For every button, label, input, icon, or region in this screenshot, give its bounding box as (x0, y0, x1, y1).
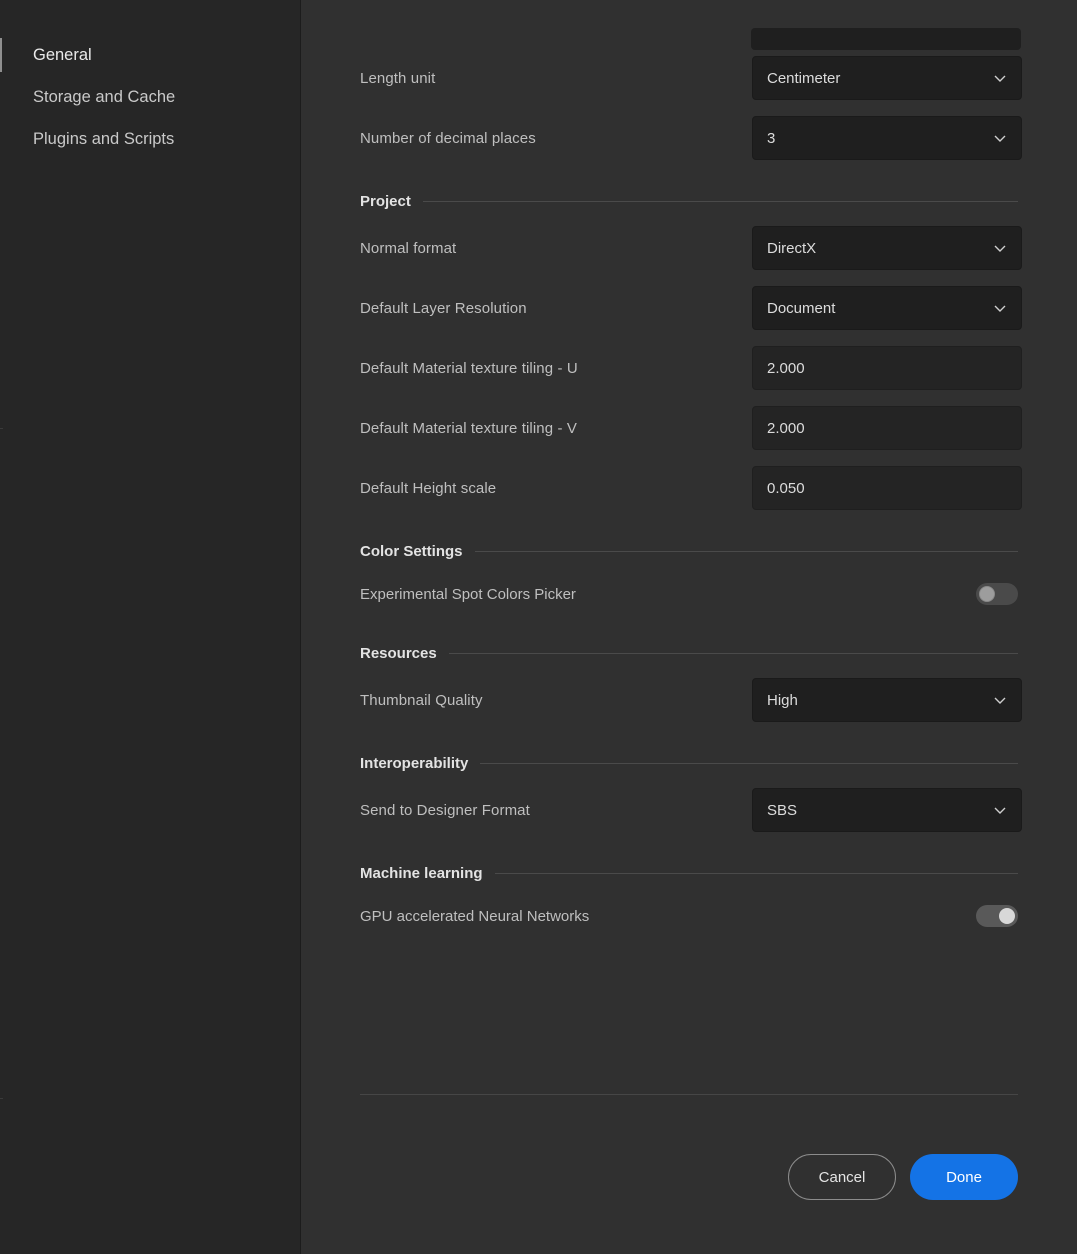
dropdown-length-unit[interactable] (752, 56, 1022, 100)
section-title-resources: Resources (360, 644, 437, 662)
dropdown-value: Centimeter (767, 69, 841, 87)
row-experimental-spot-colors-picker (301, 568, 1077, 620)
row-default-layer-resolution (301, 278, 1077, 338)
label-default-layer-resolution: Default Layer Resolution (360, 299, 527, 317)
section-interoperability (301, 748, 1077, 778)
chevron-down-icon (993, 241, 1007, 255)
section-divider (495, 873, 1018, 874)
input-default-height-scale[interactable] (752, 466, 1022, 510)
section-project (301, 186, 1077, 216)
chevron-down-icon (993, 301, 1007, 315)
sidebar-divider-bottom (0, 1098, 3, 1099)
section-title-color-settings: Color Settings (360, 542, 463, 560)
toggle-knob (979, 586, 995, 602)
settings-scroll-area[interactable] (301, 0, 1077, 1134)
row-decimal-places (301, 108, 1077, 168)
partial-field-row (301, 0, 1077, 48)
section-divider (449, 653, 1018, 654)
dropdown-value: 3 (767, 129, 776, 147)
footer-button-group (788, 1154, 1018, 1200)
label-texture-tiling-v: Default Material texture tiling - V (360, 419, 577, 437)
dropdown-thumbnail-quality[interactable] (752, 678, 1022, 722)
footer-divider (360, 1094, 1018, 1095)
section-divider (480, 763, 1018, 764)
cancel-button[interactable]: Cancel (788, 1154, 896, 1200)
row-default-height-scale (301, 458, 1077, 518)
dropdown-value: Document (767, 299, 836, 317)
label-length-unit: Length unit (360, 69, 436, 87)
section-divider (423, 201, 1018, 202)
row-texture-tiling-u (301, 338, 1077, 398)
chevron-down-icon (993, 693, 1007, 707)
row-thumbnail-quality (301, 670, 1077, 730)
label-thumbnail-quality: Thumbnail Quality (360, 691, 483, 709)
section-resources (301, 638, 1077, 668)
label-default-height-scale: Default Height scale (360, 479, 497, 497)
section-color-settings (301, 536, 1077, 566)
sidebar-item-storage-and-cache[interactable] (0, 76, 300, 118)
section-divider (475, 551, 1018, 552)
label-experimental-spot-colors-picker: Experimental Spot Colors Picker (360, 585, 576, 603)
section-title-interoperability: Interoperability (360, 754, 469, 772)
toggle-gpu-accelerated-neural-networks[interactable] (976, 905, 1018, 927)
partial-field[interactable] (751, 28, 1021, 50)
done-button[interactable]: Done (910, 1154, 1018, 1200)
input-texture-tiling-v[interactable] (752, 406, 1022, 450)
toggle-experimental-spot-colors-picker[interactable] (976, 583, 1018, 605)
label-gpu-accelerated-neural-networks: GPU accelerated Neural Networks (360, 907, 590, 925)
sidebar-item-general[interactable] (0, 34, 300, 76)
row-length-unit (301, 48, 1077, 108)
row-send-to-designer-format (301, 780, 1077, 840)
dropdown-send-to-designer-format[interactable] (752, 788, 1022, 832)
sidebar-item-plugins-and-scripts[interactable] (0, 118, 300, 160)
sidebar-item-label: Plugins and Scripts (33, 129, 175, 148)
chevron-down-icon (993, 803, 1007, 817)
sidebar-item-label: General (33, 45, 92, 64)
label-normal-format: Normal format (360, 239, 457, 257)
label-texture-tiling-u: Default Material texture tiling - U (360, 359, 578, 377)
dropdown-normal-format[interactable] (752, 226, 1022, 270)
dropdown-decimal-places[interactable] (752, 116, 1022, 160)
section-title-project: Project (360, 192, 411, 210)
chevron-down-icon (993, 71, 1007, 85)
label-decimal-places: Number of decimal places (360, 129, 536, 147)
dropdown-value: DirectX (767, 239, 817, 257)
chevron-down-icon (993, 131, 1007, 145)
dialog-footer (301, 1094, 1077, 1254)
section-title-machine-learning: Machine learning (360, 864, 483, 882)
row-texture-tiling-v (301, 398, 1077, 458)
row-gpu-accelerated-neural-networks (301, 890, 1077, 942)
dropdown-value: High (767, 691, 798, 709)
sidebar (0, 0, 301, 1254)
row-normal-format (301, 218, 1077, 278)
sidebar-divider-top (0, 428, 3, 429)
input-texture-tiling-u[interactable] (752, 346, 1022, 390)
label-send-to-designer-format: Send to Designer Format (360, 801, 530, 819)
dropdown-default-layer-resolution[interactable] (752, 286, 1022, 330)
toggle-knob (999, 908, 1015, 924)
settings-panel (301, 0, 1077, 1254)
section-machine-learning (301, 858, 1077, 888)
sidebar-item-label: Storage and Cache (33, 87, 176, 106)
dropdown-value: SBS (767, 801, 798, 819)
